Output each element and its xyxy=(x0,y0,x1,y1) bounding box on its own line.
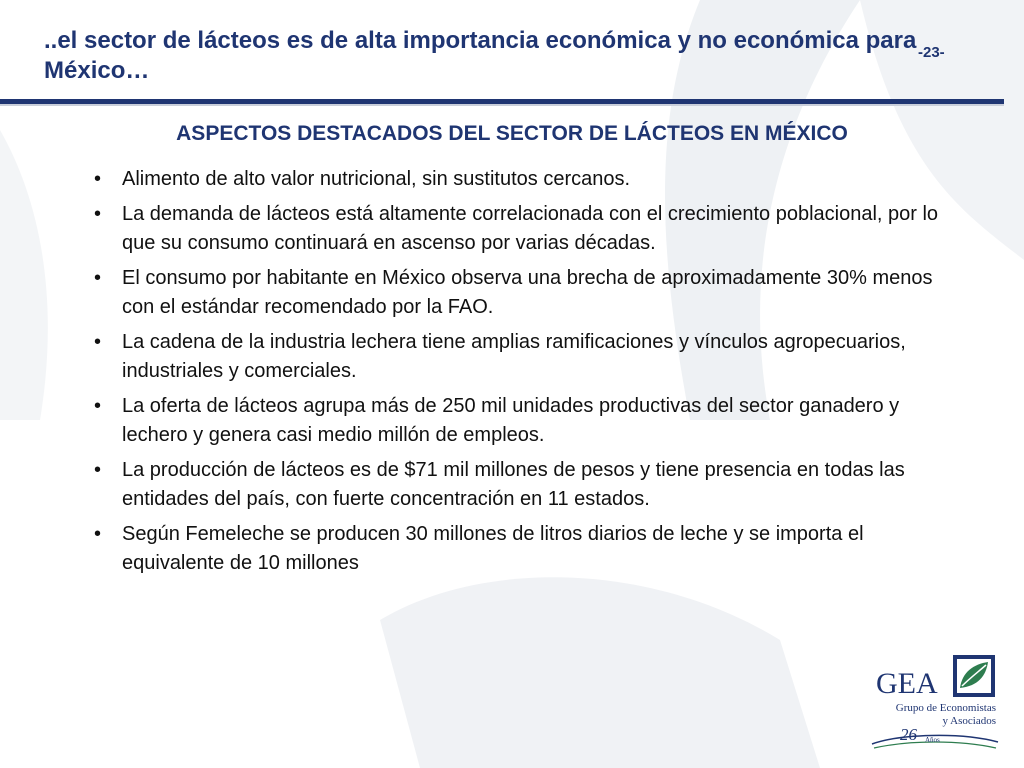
bullet-item xyxy=(94,456,954,514)
bullet-marker: • xyxy=(94,395,102,417)
bullet-text: La demanda de lácteos está altamente correlacionada con el crecimiento poblacional, por lo que su consumo continuará en ascenso por varias décadas. xyxy=(122,203,939,254)
section-heading: ASPECTOS DESTACADOS DEL SECTOR DE LÁCTEOS EN MÉXICO xyxy=(176,122,848,145)
bullet-text: La cadena de la industria lechera tiene amplias ramificaciones y vínculos agropecuarios, industriales y comerciales. xyxy=(122,331,906,382)
bullet-text: Según Femeleche se producen 30 millones de litros diarios de leche y se importa el equivalente de 10 millones xyxy=(122,523,864,574)
bullet-marker: • xyxy=(94,267,102,289)
logo-years-label: Años xyxy=(925,736,940,744)
gea-leaf-icon xyxy=(952,654,996,698)
logo-line-2: y Asociados xyxy=(942,715,996,727)
bullet-marker: • xyxy=(94,331,102,353)
bullet-item xyxy=(94,200,954,258)
bullet-marker: • xyxy=(94,168,102,190)
bullet-item xyxy=(94,520,954,578)
bullet-text: El consumo por habitante en México observa una brecha de aproximadamente 30% menos con el estándar recomendado por la FAO. xyxy=(122,267,933,318)
page-number: -23- xyxy=(918,44,945,61)
gea-logo xyxy=(870,654,1000,754)
bullet-item xyxy=(94,165,954,194)
bullet-text: La producción de lácteos es de $71 mil millones de pesos y tiene presencia en todas las entidades del país, con fuerte concentración en 11 estados. xyxy=(122,459,905,510)
logo-line-1: Grupo de Economistas xyxy=(895,702,996,714)
bullet-item xyxy=(94,264,954,322)
bullet-marker: • xyxy=(94,523,102,545)
bullet-item xyxy=(94,328,954,386)
bullet-marker: • xyxy=(94,203,102,225)
bullet-marker: • xyxy=(94,459,102,481)
slide-title: ..el sector de lácteos es de alta importancia económica y no económica para México… xyxy=(44,27,917,84)
bullet-list xyxy=(94,165,954,584)
title-divider-shadow xyxy=(0,104,1004,106)
bullet-item xyxy=(94,392,954,450)
logo-years: 26 xyxy=(900,725,917,744)
bullet-text: Alimento de alto valor nutricional, sin sustitutos cercanos. xyxy=(122,168,631,190)
logo-wordmark: GEA xyxy=(876,667,938,700)
bullet-text: La oferta de lácteos agrupa más de 250 mil unidades productivas del sector ganadero y lechero y genera casi medio millón de empleos. xyxy=(122,395,900,446)
